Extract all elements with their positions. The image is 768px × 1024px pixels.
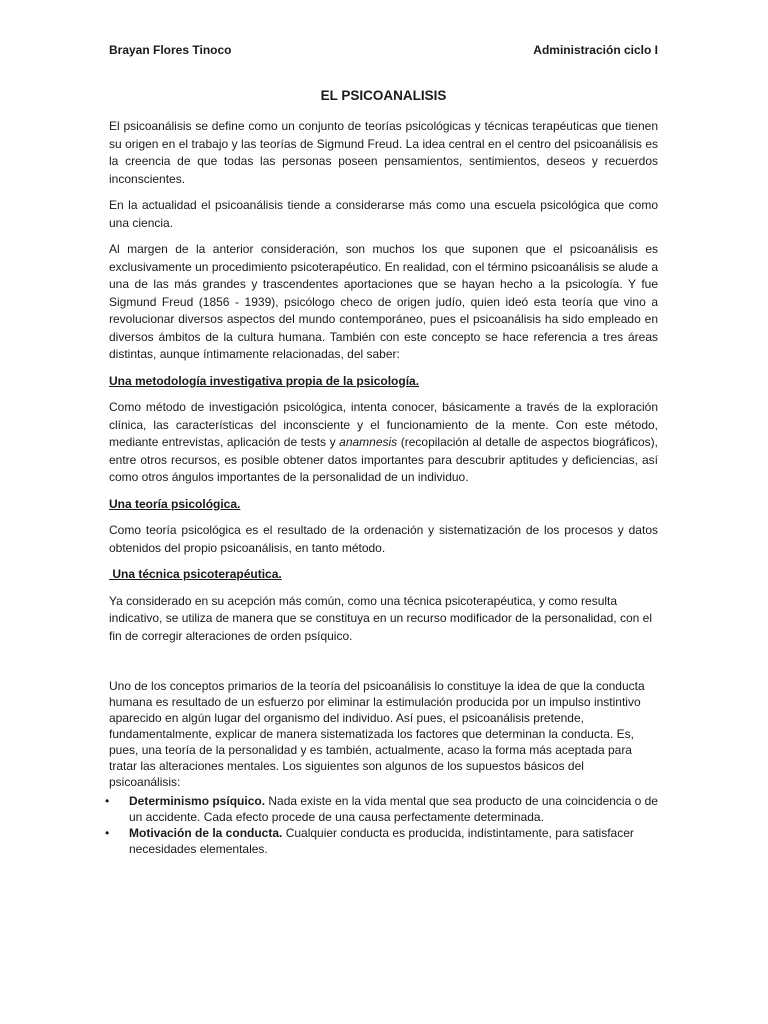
document-body bbox=[105, 118, 658, 857]
list-item bbox=[105, 825, 658, 857]
spacer bbox=[109, 654, 658, 678]
subheading-technique-text: Una técnica psicoterapéutica. bbox=[109, 567, 282, 581]
list-item bbox=[105, 793, 658, 825]
document-title: EL PSICOANALISIS bbox=[320, 88, 447, 103]
paragraph-concepts: Uno de los conceptos primarios de la teoría del psicoanálisis lo constituye la idea de que la conducta humana es resultado de un esfuerzo por eliminar la estimulación producida por un impulso instintivo aparecido en algún lugar del organismo del individuo. Así pues, el psicoanálisis pretende, fundamentalmente, explicar de manera sistematizada los factores que determinan la conducta. Es, pues, una teoría de la personalidad y es también, actualmente, acaso la forma más aceptada para tratar las alteraciones mentales. Los siguientes son algunos de los supuestos básicos del psicoanálisis: bbox=[109, 679, 645, 789]
paragraph-definition: El psicoanálisis se define como un conjunto de teorías psicológicas y técnicas terapéuticas que tienen su origen en el trabajo y las teorías de Sigmund Freud. La idea central en el centro del psicoanálisis es la creencia de que todas las personas poseen pensamientos, sentimientos, deseos y recuerdos inconscientes. bbox=[109, 119, 658, 186]
bullet-icon: • bbox=[105, 826, 110, 840]
paragraph-school: En la actualidad el psicoanálisis tiende a considerarse más como una escuela psicológica que como una ciencia. bbox=[109, 198, 658, 230]
paragraph-freud: Al margen de la anterior consideración, son muchos los que suponen que el psicoanálisis es exclusivamente un procedimiento psicoterapéutico. En realidad, con el término psicoanálisis se alude a una de las más grandes y trascendentes aportaciones que se hayan hecho a la psicología. Y fue Sigmund Freud (1856 - 1939), psicólogo checo de origen judío, quien ideó esta teoría que vino a revolucionar diversos aspectos del mundo contemporáneo, pues el psicoanálisis ha sido empleado en diversos ámbitos de la cultura humana. También con este concepto se hace referencia a tres áreas distintas, aunque íntimamente relacionadas, del saber: bbox=[109, 242, 658, 361]
paragraph-methodology bbox=[109, 399, 658, 487]
list-item-text: Nada existe en la vida mental que sea producto de una coincidencia o de un accidente. Cada efecto procede de una causa perfectamente determinada. bbox=[129, 794, 658, 824]
assumptions-list bbox=[105, 793, 658, 857]
paragraph-methodology-part1: Como método de investigación psicológica, intenta conocer, básicamente a través de la exploración clínica, las características del inconsciente y el funcionamiento de la mente. Con este método, mediante entrevistas, aplicación de tests y bbox=[109, 400, 658, 449]
page-header bbox=[109, 43, 658, 57]
header-course: Administración ciclo I bbox=[533, 43, 658, 57]
subheading-technique bbox=[109, 566, 658, 584]
anamnesis-term: anamnesis bbox=[339, 435, 398, 449]
list-item-term: Determinismo psíquico. bbox=[129, 794, 266, 808]
paragraph-theory: Como teoría psicológica es el resultado de la ordenación y sistematización de los procesos y datos obtenidos del propio psicoanálisis, en tanto método. bbox=[109, 523, 658, 555]
list-item-text: Cualquier conducta es producida, indistintamente, para satisfacer necesidades elementales. bbox=[129, 826, 634, 856]
list-item-term: Motivación de la conducta. bbox=[129, 826, 283, 840]
subheading-theory: Una teoría psicológica. bbox=[109, 496, 241, 511]
paragraph-methodology-part2: (recopilación al detalle de aspectos biográficos), entre otros recursos, es posible obtener datos importantes para descubrir aptitudes y deficiencias, así como otros ángulos importantes de la personalidad de un individuo. bbox=[109, 435, 658, 484]
paragraph-technique: Ya considerado en su acepción más común, como una técnica psicoterapéutica, y como resulta indicativo, se utiliza de manera que se constituya en un recurso modificador de la personalidad, con el fin de corregir alteraciones de orden psíquico. bbox=[109, 593, 652, 643]
bullet-icon: • bbox=[105, 794, 110, 808]
subheading-methodology: Una metodología investigativa propia de la psicología. bbox=[109, 373, 420, 388]
header-author: Brayan Flores Tinoco bbox=[109, 43, 232, 57]
